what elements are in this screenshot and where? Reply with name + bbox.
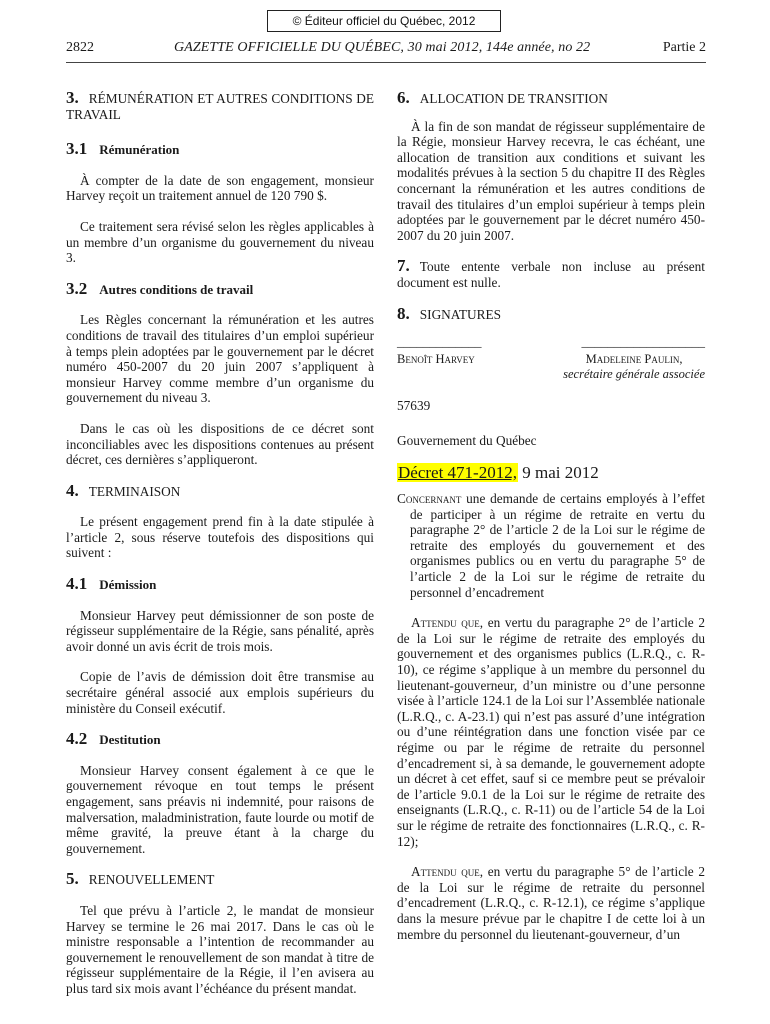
reference-number: 57639 (397, 397, 431, 413)
section-3-1-heading (66, 141, 374, 158)
signatory-role: secrétaire générale associée (563, 367, 705, 382)
paragraph: Les Règles concernant la rémunération et les autres conditions de travail des titulaires d’un emploi supérieur à temps plein adoptées par le gouvernement par le décret numéro 450-2007 du 20 juin 2007 s’appliquent à monsieur Harvey comme membre d’un organisme du gouvernement du niveau 3. (66, 312, 374, 406)
section-8-heading (397, 303, 705, 323)
section-number: 4.2 (66, 729, 88, 749)
paragraph-text: , en vertu du paragraphe 5° de l’article 2 de la Loi sur le régime de retraite du personnel d’encadrement (L.R.Q., c. R-12.1), ce régime s’applique dans la mesure prévue par le chapitre I de cette loi à un membre du personnel du lieutenant-gouverneur, d’un (397, 864, 705, 942)
section-title: ALLOCATION DE TRANSITION (419, 91, 608, 106)
signatory-right (563, 352, 705, 383)
section-3-heading (66, 90, 374, 122)
paragraph: À la fin de son mandat de régisseur supplémentaire de la Régie, monsieur Harvey recevra, le cas échéant, une allocation de transition aux conditions et suivant les modalités prévues à la section 5 du chapitre II des Règles concernant la rémunération et les autres conditions de travail des titulaires d’un emploi supérieur à temps plein adoptées par le gouvernement par le décret numéro 450-2007 du 20 juin 2007. (397, 118, 705, 243)
part-label: Partie 2 (662, 40, 706, 55)
paragraph: Monsieur Harvey consent également à ce que le gouvernement révoque en tout temps le présent engagement, sans préavis ni indemnité, pour raisons de malversation, maladministration, faute lourde ou motif de même gravité, la preuve étant à la charge du gouvernement. (66, 762, 374, 856)
section-7 (397, 258, 705, 290)
copyright-notice: © Éditeur officiel du Québec, 2012 (267, 10, 501, 32)
section-title: Rémunération (99, 142, 180, 158)
attendu-paragraph-2 (397, 864, 705, 942)
lead-word: Attendu que (411, 864, 480, 880)
section-title: RENOUVELLEMENT (88, 872, 215, 888)
page-number: 2822 (66, 40, 94, 55)
signatory-name: Madeleine Paulin, (585, 351, 683, 366)
section-title: Destitution (99, 732, 161, 748)
section-number: 4. (66, 480, 79, 500)
right-column (397, 90, 705, 942)
section-number: 3.2 (66, 278, 88, 298)
section-title: TERMINAISON (88, 483, 181, 499)
paragraph: Copie de l’avis de démission doit être transmise au secrétaire général associé aux emplois supérieurs du ministère du Conseil exécutif. (66, 669, 374, 716)
section-title: RÉMUNÉRATION ET AUTRES CONDITIONS DE TRAVAIL (66, 91, 374, 122)
section-text: Toute entente verbale non incluse au présent document est nulle. (397, 259, 705, 290)
section-number: 3.1 (66, 139, 88, 159)
paragraph: Le présent engagement prend fin à la date stipulée à l’article 2, sous réserve toutefois des dispositions qui suivent : (66, 514, 374, 561)
paragraph: À compter de la date de son engagement, monsieur Harvey reçoit un traitement annuel de 120 790 $. (66, 172, 374, 204)
decree-heading (397, 463, 705, 483)
section-number: 8. (397, 303, 410, 323)
section-3-2-heading (66, 278, 374, 298)
paragraph-text: , en vertu du paragraphe 2° de l’article 2 de la Loi sur le régime de retraite des employés du gouvernement et des organismes publics (L.R.Q., c. R-10), ce régime s’applique à un membre du personnel du lieutenant-gouverneur, d’un ministre ou d’une personne visée à l’article 124.1 de la Loi sur l’Assemblée nationale (L.R.Q., c. A-23.1) qui n’est pas assuré d’une intégration ou d’une réintégration dans une fonction visée par ce régime ou par le régime de retraite du personnel d’encadrement si, à sa demande, le gouvernement adopte un décret à cet effet, sauf si ce membre peut se prévaloir de l’article 9.0.1 de la Loi sur le régime de retraite des enseignants (L.R.Q., c. R-11) ou de l’article 54 de la Loi sur le régime de retraite des fonctionnaires (L.R.Q., c. R-12); (397, 615, 705, 849)
section-4-heading (66, 480, 374, 500)
section-number: 4.1 (66, 574, 88, 594)
section-4-1-heading (66, 576, 374, 593)
publication-title: GAZETTE OFFICIELLE DU QUÉBEC, 30 mai 2012, 144e année, no 22 (174, 40, 591, 55)
paragraph-text: une demande de certains employés à l’effet de participer à un régime de retraite en vertu du paragraphe 2° de l’article 2 de la Loi sur le régime de retraite des employés du gouvernement et des organismes publics ou en vertu du paragraphe 5° de l’article 2 de la Loi sur le régime de retraite du personnel d’encadrement (410, 491, 705, 600)
signatory-left: Benoît Harvey (397, 351, 475, 366)
left-column (66, 90, 374, 997)
signature-names (397, 352, 705, 383)
header-rule (66, 62, 706, 63)
section-4-2-heading (66, 731, 374, 748)
concernant-paragraph (397, 491, 705, 600)
government-label: Gouvernement du Québec (397, 432, 537, 448)
signature-line-left: _____________ (397, 334, 482, 350)
section-5-heading (66, 871, 374, 888)
section-number: 6. (397, 88, 410, 107)
section-number: 5. (66, 869, 79, 889)
paragraph: Ce traitement sera révisé selon les règles applicables à un membre d’un organisme du gouvernement du niveau 3. (66, 218, 374, 266)
section-title: Démission (99, 577, 157, 593)
section-number: 7. (397, 256, 410, 276)
lead-word: Attendu que (411, 615, 480, 631)
section-title: Autres conditions de travail (99, 281, 254, 297)
paragraph: Tel que prévu à l’article 2, le mandat de monsieur Harvey se termine le 26 mai 2017. Dans le cas où le ministre responsable a l’intention de recommander au gouvernement le renouvellement de son mandat à titre de régisseur supplémentaire de la Régie, il l’en avisera au plus tard six mois avant l’échéance du présent mandat. (66, 902, 374, 996)
decree-date: 9 mai 2012 (522, 463, 599, 483)
section-6-heading (397, 90, 705, 107)
signature-line-right: ___________________ (581, 334, 705, 350)
section-number: 3. (66, 88, 79, 107)
signature-lines (397, 334, 705, 350)
lead-word: Concernant (397, 491, 462, 507)
section-title: SIGNATURES (419, 306, 502, 322)
paragraph: Dans le cas où les dispositions de ce décret sont inconciliables avec les dispositions contenues au présent décret, ces dernières s’appliqueront. (66, 420, 374, 468)
attendu-paragraph-1 (397, 615, 705, 849)
decree-number: Décret 471-2012, (398, 463, 517, 483)
paragraph: Monsieur Harvey peut démissionner de son poste de régisseur supplémentaire de la Régie, sans pénalité, après avoir donné un avis écrit de trois mois. (66, 607, 374, 654)
page-header (66, 40, 706, 62)
